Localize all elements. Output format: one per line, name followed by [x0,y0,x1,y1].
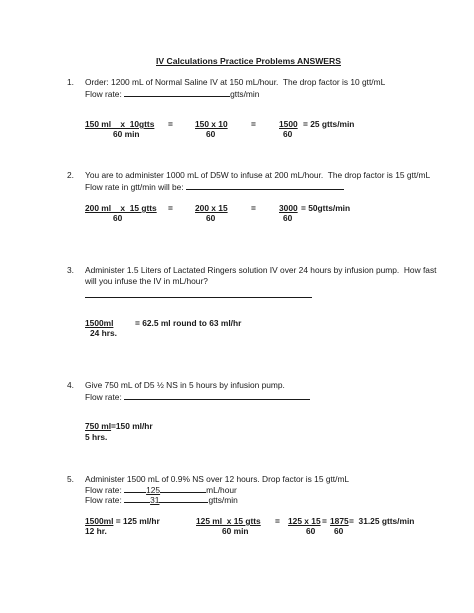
problem-2-number: 2. [67,170,74,180]
flow-2-value: 31 [150,495,160,505]
flow-1-unit: mL/hour [206,485,237,495]
answer-blank [124,484,146,493]
p2-equals-1: = [168,203,173,213]
p5-equals-1: = [275,516,280,526]
p1-equals-2: = [251,119,256,129]
p3-denominator: 24 hrs. [90,328,118,338]
problem-4-flow-row [85,391,310,402]
problem-2-question: You are to administer 1000 mL of D5W to infuse at 200 mL/hour. The drop factor is 15 gtt/mL [85,170,431,180]
problem-5-flow-row-2 [85,494,238,505]
p5-result: = 31.25 gtts/min [349,516,415,526]
p1-equals-1: = [168,119,173,129]
p5-numerator-4: 1875 [330,516,349,526]
p5-denominator-2: 60 min [222,526,249,536]
p2-equals-2: = [251,203,256,213]
p1-numerator-2: 150 x 10 [195,119,228,129]
answer-blank [186,181,344,190]
problem-1-question: Order: 1200 mL of Normal Saline IV at 150 mL/hour. The drop factor is 10 gtt/mL [85,77,386,87]
p4-result: =150 ml/hr [111,421,153,431]
p5-equals-2: = [322,516,327,526]
p4-numerator: 750 ml [85,421,112,431]
p2-numerator-2: 200 x 15 [195,203,228,213]
answer-blank [124,391,310,400]
flow-label: Flow rate: [85,392,122,402]
flow-1-value: 125 [146,485,161,495]
flow-2-unit: gtts/min [208,495,238,505]
flow-unit: gtts/min [230,89,260,99]
p1-denominator-1: 60 min [113,129,140,139]
answer-blank [159,494,208,503]
p5-denominator-4: 60 [334,526,344,536]
p2-denominator-1: 60 [113,213,123,223]
p5-numerator-3: 125 x 15 [288,516,321,526]
answer-blank [85,296,312,298]
p5-numerator-2: 125 ml x 15 gtts [196,516,261,526]
p1-numerator-3: 1500 [279,119,298,129]
p1-result: = 25 gtts/min [303,119,355,129]
p5-denominator-1: 12 hr. [85,526,107,536]
p5-row-1 [85,516,160,526]
p2-denominator-3: 60 [283,213,293,223]
p2-numerator-1: 200 ml x 15 gtts [85,203,157,213]
problem-5-question: Administer 1500 mL of 0.9% NS over 12 hours. Drop factor is 15 gtt/mL [85,474,350,484]
problem-1-flow-row [85,88,259,99]
problem-4-number: 4. [67,380,74,390]
p2-numerator-3: 3000 [279,203,298,213]
problem-3-number: 3. [67,265,74,275]
answer-blank [160,484,206,493]
p5-numerator-1: 1500ml [85,516,114,526]
flow-label: Flow rate: [85,89,122,99]
flow-label: Flow rate in gtt/min will be: [85,182,184,192]
problem-3-question-line2: will you infuse the IV in mL/hour? [85,276,208,286]
p3-result: = 62.5 ml round to 63 ml/hr [135,318,242,328]
answer-blank [124,494,150,503]
p4-denominator: 5 hrs. [85,432,108,442]
problem-5-number: 5. [67,474,74,484]
p5-denominator-3: 60 [306,526,316,536]
flow-label: Flow rate: [85,485,122,495]
p1-denominator-3: 60 [283,129,293,139]
problem-1-number: 1. [67,77,74,87]
problem-3-question: Administer 1.5 Liters of Lactated Ringers solution IV over 24 hours by infusion pump. How fast [85,265,437,275]
p1-denominator-2: 60 [206,129,216,139]
p3-numerator: 1500ml [85,318,114,328]
flow-label: Flow rate: [85,495,122,505]
answer-blank [124,88,230,97]
p5-mid-1: = 125 ml/hr [115,516,160,526]
problem-4-question: Give 750 mL of D5 ½ NS in 5 hours by infusion pump. [85,380,285,390]
p2-denominator-2: 60 [206,213,216,223]
p1-numerator-1: 150 ml x 10gtts [85,119,155,129]
p2-result: = 50gtts/min [301,203,351,213]
page-title: IV Calculations Practice Problems ANSWERS [156,56,341,66]
problem-2-flow-row [85,181,344,192]
